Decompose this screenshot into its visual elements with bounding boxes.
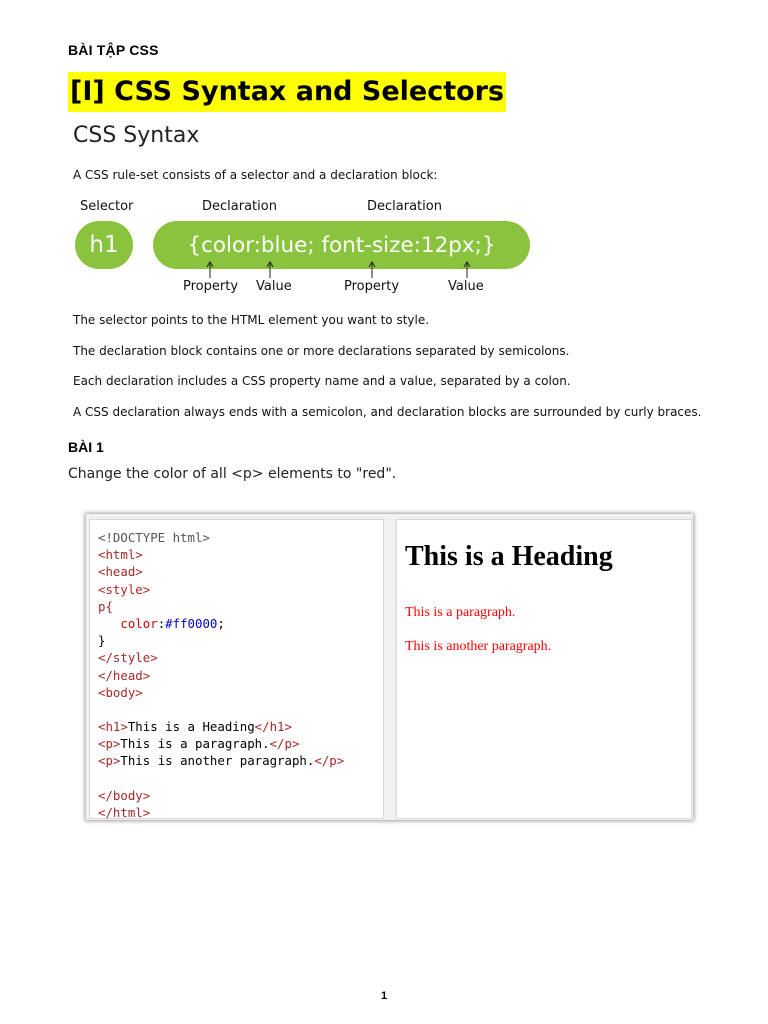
up-arrow-icon xyxy=(265,261,275,279)
css-syntax-title: CSS Syntax xyxy=(73,123,200,148)
result-heading: This is a Heading xyxy=(405,541,613,572)
result-preview-panel xyxy=(396,519,692,819)
code-p-open: <p> xyxy=(98,753,121,769)
code-html-open: <html> xyxy=(98,547,143,563)
code-example-screenshot xyxy=(86,514,693,820)
value-label-2: Value xyxy=(448,279,484,294)
code-p-close: </p> xyxy=(269,736,300,752)
declaration-pill: {color:blue; font-size:12px;} xyxy=(153,221,530,269)
selector-pill: h1 xyxy=(75,221,133,269)
code-property: color xyxy=(120,615,158,631)
up-arrow-icon xyxy=(205,261,215,279)
code-html-close: </html> xyxy=(98,805,151,820)
value-label-1: Value xyxy=(256,279,292,294)
code-value: #ff0000 xyxy=(165,615,218,631)
code-selector: p{ xyxy=(98,598,113,614)
code-p1-text: This is a paragraph. xyxy=(120,736,270,752)
section-heading: [I] CSS Syntax and Selectors xyxy=(68,72,506,112)
code-p-open: <p> xyxy=(98,736,121,752)
exercise-title: BÀI 1 xyxy=(68,439,104,455)
declaration-label-2: Declaration xyxy=(367,199,442,214)
declaration-label-1: Declaration xyxy=(202,199,277,214)
code-style-open: <style> xyxy=(98,581,151,597)
code-style-close: </style> xyxy=(98,650,158,666)
code-body-open: <body> xyxy=(98,684,143,700)
code-p2-text: This is another paragraph. xyxy=(120,753,315,769)
code-h1-text: This is a Heading xyxy=(127,719,255,735)
result-paragraph-1: This is a paragraph. xyxy=(405,605,516,620)
selector-label: Selector xyxy=(80,199,134,214)
up-arrow-icon xyxy=(462,261,472,279)
code-doctype: <!DOCTYPE html> xyxy=(98,530,210,545)
document-title: BÀI TẬP CSS xyxy=(68,42,159,58)
code-semicolon: ; xyxy=(217,615,225,631)
paragraph-declaration: Each declaration includes a CSS property name and a value, separated by a colon. xyxy=(73,374,571,388)
code-h1-close: </h1> xyxy=(254,719,292,735)
paragraph-selector: The selector points to the HTML element you want to style. xyxy=(73,313,430,327)
exercise-description: Change the color of all <p> elements to "red". xyxy=(68,466,397,482)
code-h1-open: <h1> xyxy=(98,719,128,735)
property-label-1: Property xyxy=(183,279,239,294)
syntax-intro-text: A CSS rule-set consists of a selector and a declaration block: xyxy=(73,168,438,182)
code-p-close: </p> xyxy=(314,753,345,769)
code-colon: : xyxy=(157,615,166,631)
up-arrow-icon xyxy=(367,261,377,279)
code-close-brace: } xyxy=(98,633,106,649)
property-label-2: Property xyxy=(344,279,400,294)
css-syntax-diagram xyxy=(0,195,768,300)
paragraph-semicolon: A CSS declaration always ends with a semicolon, and declaration blocks are surrounded by curly braces. xyxy=(73,405,702,419)
page-number: 1 xyxy=(380,990,388,1002)
code-body-close: </body> xyxy=(98,787,151,803)
code-head-close: </head> xyxy=(98,667,151,683)
code-editor-panel xyxy=(89,519,384,819)
paragraph-declaration-block: The declaration block contains one or more declarations separated by semicolons. xyxy=(73,344,570,358)
code-head-open: <head> xyxy=(98,564,143,580)
result-paragraph-2: This is another paragraph. xyxy=(405,639,552,654)
